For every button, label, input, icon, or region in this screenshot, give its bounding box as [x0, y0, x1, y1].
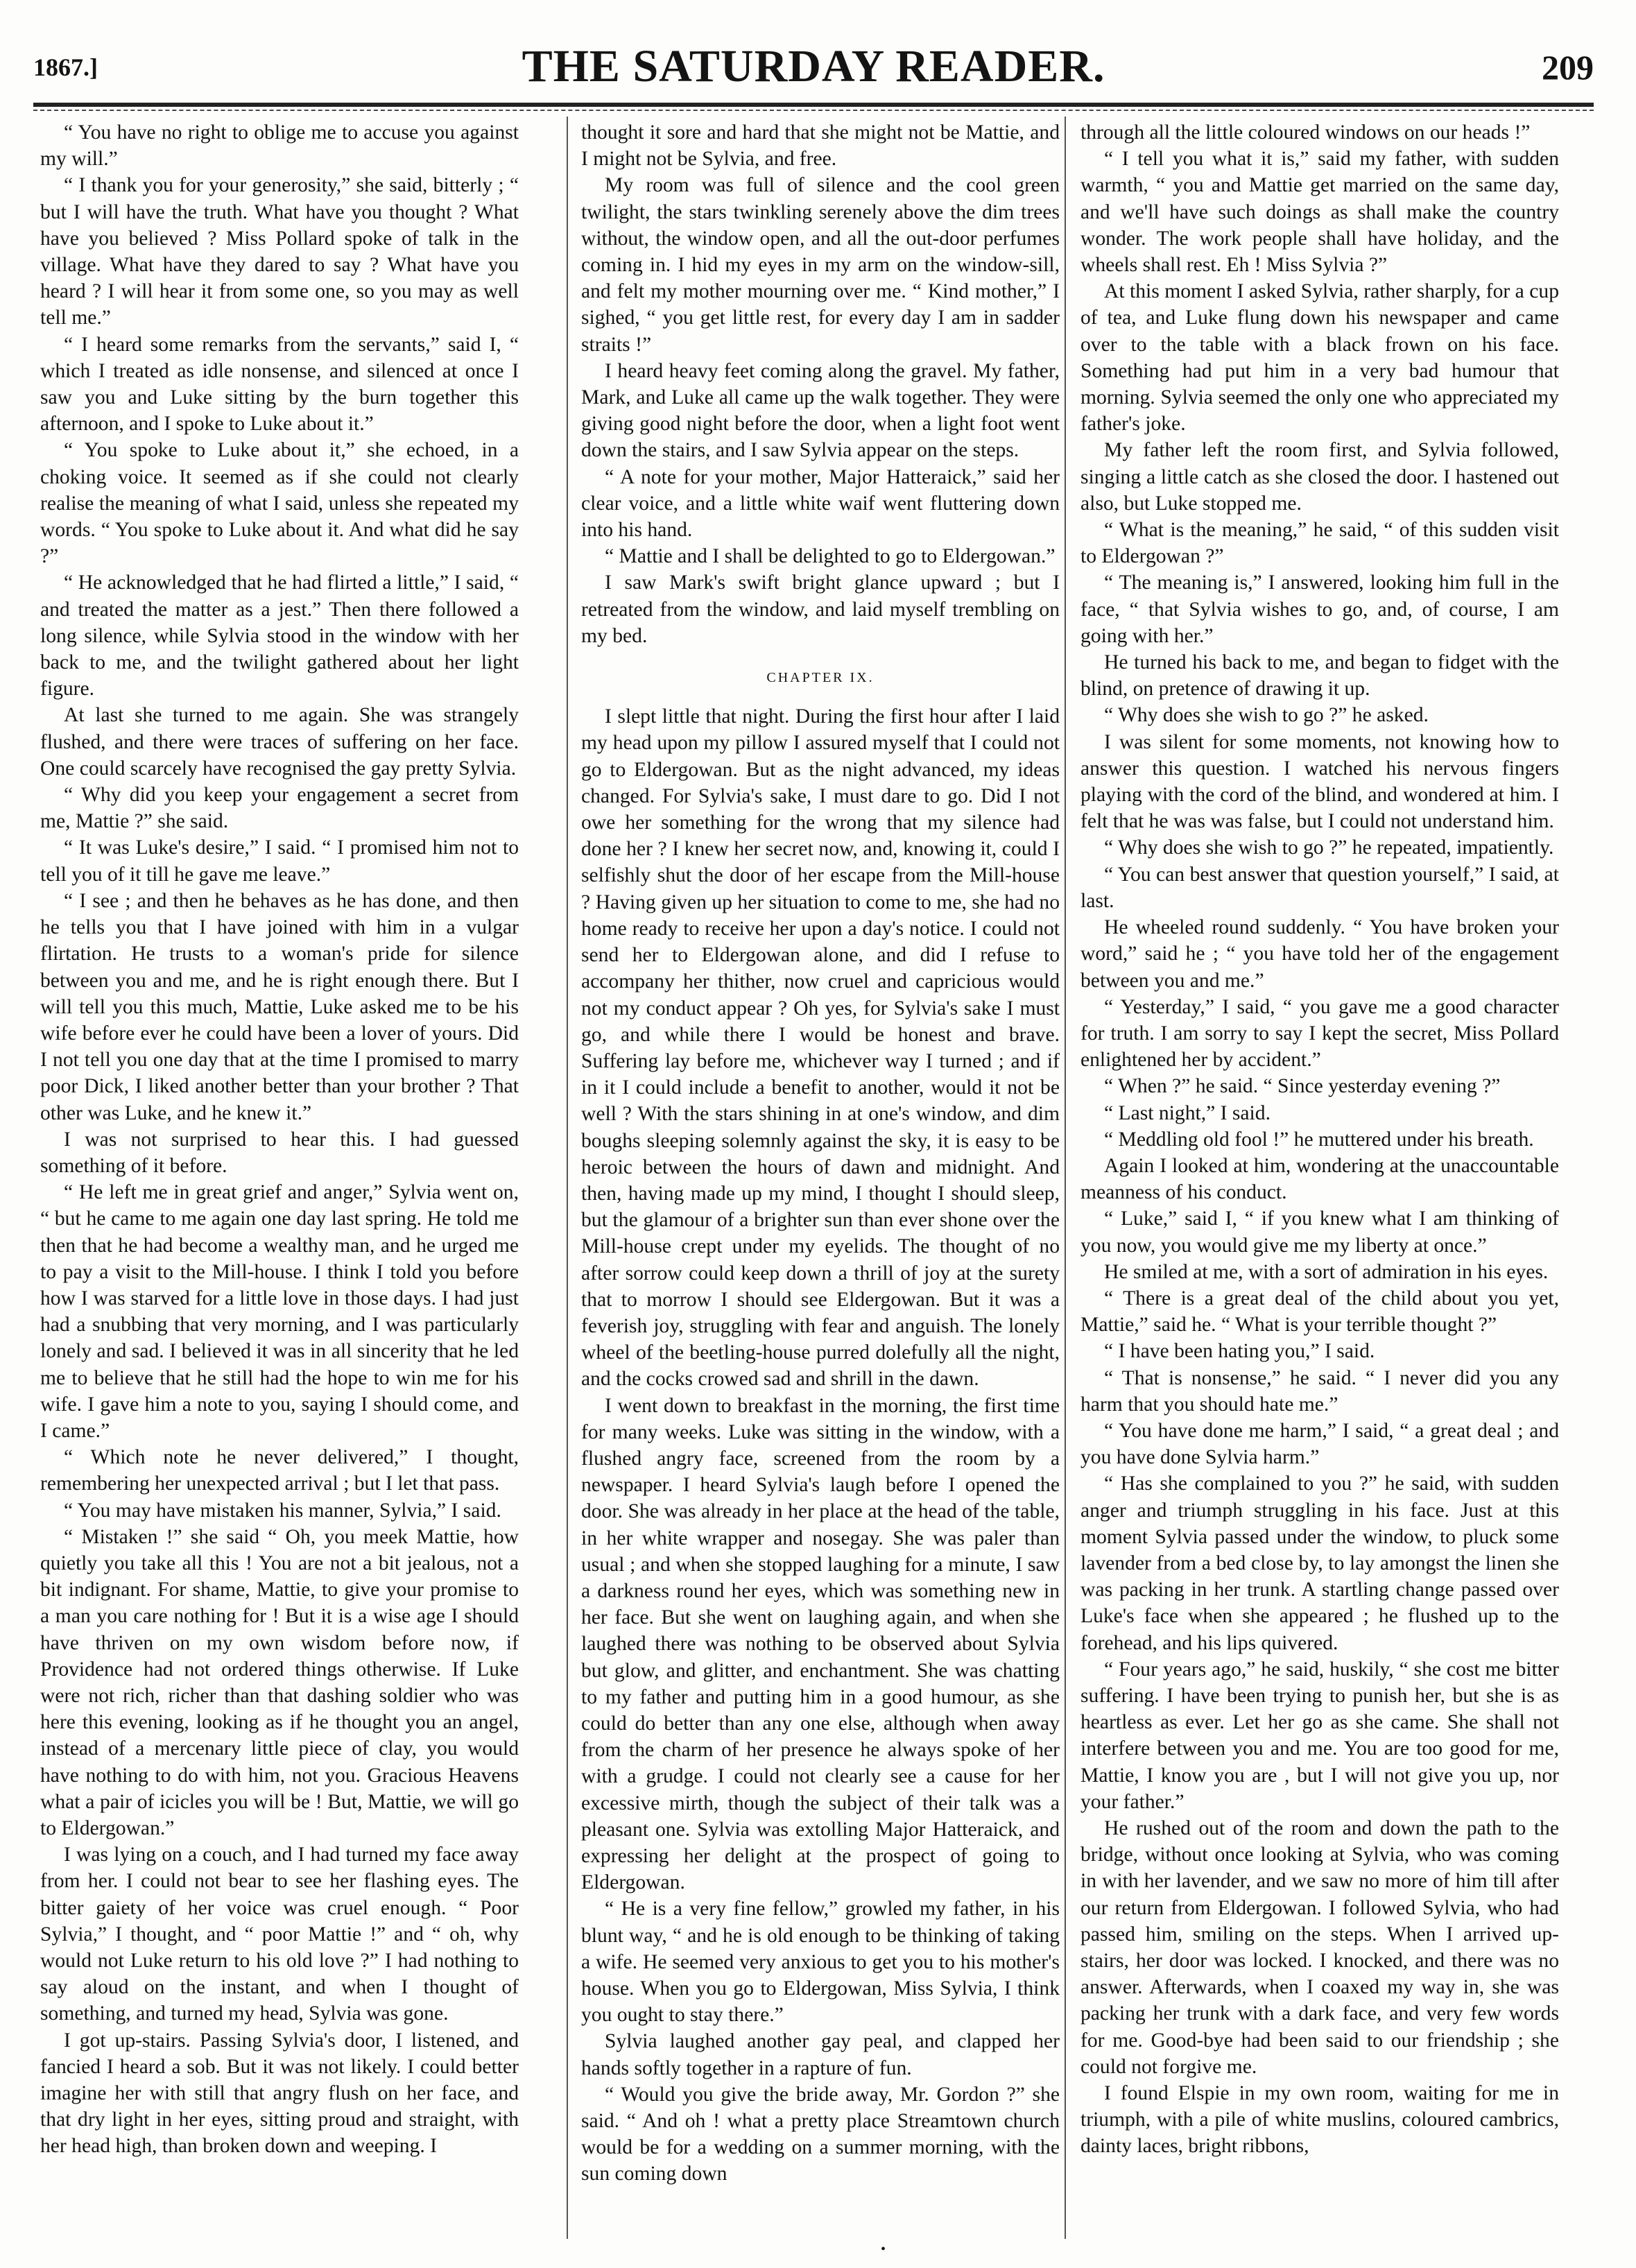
paragraph: “ Four years ago,” he said, huskily, “ she cost me bitter suffering. I have been trying to punish her, but she is as heartless as ever. Let her go as she came. She shall not interfere between you and me. You are too good for me, Mattie, I know you are , but I will not give you up, nor your father.” — [1080, 1658, 1559, 1813]
paragraph: “ There is a great deal of the child about you yet, Mattie,” said he. “ What is your terrible thought ?” — [1080, 1287, 1559, 1337]
paragraph: “ You have done me harm,” I said, “ a great deal ; and you have done Sylvia harm.” — [1080, 1419, 1559, 1469]
header-dashed-rule — [33, 110, 1594, 111]
paragraph: “ When ?” he said. “ Since yesterday evening ?” — [1104, 1075, 1501, 1098]
paragraph: “ I see ; and then he behaves as he has done, and then he tells you that I have joined with him in a vulgar flirtation. He trusts to a woman's pride for silence between you and me, and he is right enough there. But I will tell you this much, Mattie, Luke asked me to be his wife before ever he could have been a lover of yours. Did I not tell you one day that at the time I promised to marry poor Dick, I liked another better than your brother ? That other was Luke, and he knew it.” — [40, 889, 519, 1124]
paragraph: He turned his back to me, and began to fidget with the blind, on pretence of drawing it up. — [1080, 651, 1559, 701]
column-separator — [1065, 117, 1066, 2239]
paragraph: “ Meddling old fool !” he muttered under his breath. — [1104, 1128, 1534, 1151]
paragraph: “ He is a very fine fellow,” growled my father, in his blunt way, “ and he is old enough to be thinking of taking a wife. He seemed very anxious to get you to his mother's house. When you go to Eldergowan, Miss Sylvia, I think you ought to stay there.” — [581, 1898, 1060, 2027]
page-number: 209 — [1542, 48, 1594, 87]
paragraph: I was silent for some moments, not knowing how to answer this question. I watched his nervous fingers playing with the cord of the blind, and wondered at him. I felt that he was was false, but I could not understand him. — [1080, 730, 1559, 833]
paragraph: “ Yesterday,” I said, “ you gave me a good character for truth. I am sorry to say I kept the secret, Miss Pollard enlightened her by accident.” — [1080, 995, 1559, 1072]
paragraph: “ That is nonsense,” he said. “ I never did you any harm that you should hate me.” — [1080, 1366, 1559, 1416]
paragraph: He rushed out of the room and down the path to the bridge, without once looking at Sylvia, who was coming in with her lavender, and we saw no more of him till after our return from Eldergowan. I followed Sylvia, who had passed him, smiling on the steps. When I arrived up-stairs, her door was locked. I knocked, and there was no answer. Afterwards, when I coaxed my way in, she was packing her trunk with a dark face, and very few words for me. Good-bye had been said to our friendship ; she could not forgive me. — [1080, 1817, 1559, 2078]
paragraph: “ You spoke to Luke about it,” she echoed, in a choking voice. It seemed as if she could not clearly realise the meaning of what I said, unless she repeated my words. “ You spoke to Luke about it. And what did he say ?” — [40, 439, 519, 568]
paragraph: “ Would you give the bride away, Mr. Gordon ?” she said. “ And oh ! what a pretty place Streamtown church would be for a wedding on a summer morning, with the sun coming down — [581, 2083, 1060, 2185]
paragraph: “ He acknowledged that he had flirted a little,” I said, “ and treated the matter as a jest.” Then there followed a long silence, while Sylvia stood in the window with her back to me, and the twilight gathered about her light figure. — [40, 572, 519, 701]
paragraph: At last she turned to me again. She was strangely flushed, and there were traces of suffering on her face. One could scarcely have recognised the gay pretty Sylvia. — [40, 704, 519, 780]
paragraph: Sylvia laughed another gay peal, and clapped her hands softly together in a rapture of fun. — [581, 2030, 1060, 2079]
paragraph: I was lying on a couch, and I had turned my face away from her. I could not bear to see her flashing eyes. The bitter gaiety of her voice was cruel enough. “ Poor Sylvia,” I thought, and “ poor Mattie !” and “ oh, why would not Luke return to his old love ?” I had nothing to say aloud on the instant, and when I thought of something, and turned my head, Sylvia was gone. — [40, 1844, 519, 2025]
paragraph: Again I looked at him, wondering at the unaccountable meanness of his conduct. — [1080, 1154, 1559, 1204]
paragraph: He wheeled round suddenly. “ You have broken your word,” said he ; “ you have told her of the engagement between you and me.” — [1080, 916, 1559, 992]
paragraph: I went down to breakfast in the morning, the first time for many weeks. Luke was sitting in the window, with a flushed angry face, screened from the room by a newspaper. I heard Sylvia's laugh before I opened the door. She was already in her place at the head of the table, in her white wrapper and nosegay. She was paler than usual ; and when she stopped laughing for a minute, I saw a darkness round her eyes, which was something new in her face. But she went on laughing again, and when she laughed there was nothing to be observed about Sylvia but glow, and glitter, and enchantment. She was chatting to my father and putting him in a good humour, as she could do better than any one else, although when away from the charm of her presence he always spoke of her with a grudge. I could not clearly see a cause for her excessive mirth, though the subject of their talk was a pleasant one. Sylvia was extolling Major Hatteraick, and expressing her delight at the prospect of going to Eldergowan. — [581, 1394, 1060, 1894]
paragraph: I found Elspie in my own room, waiting for me in triumph, with a pile of white muslins, coloured cambrics, dainty laces, bright ribbons, — [1080, 2082, 1559, 2158]
paragraph: “ Has she complained to you ?” he said, with sudden anger and triumph struggling in his face. Just at this moment Sylvia passed under the window, to pluck some lavender from a bed close by, to lay amongst the linen she was packing in her trunk. A startling change passed over Luke's face when she appeared ; he flushed up to the forehead, and his lips quivered. — [1080, 1472, 1559, 1654]
paragraph: “ I heard some remarks from the servants,” said I, “ which I treated as idle nonsense, and silenced at once I saw you and Luke sitting by the burn together this afternoon, and I spoke to Luke about it.” — [40, 333, 519, 436]
paragraph: “ You may have mistaken his manner, Sylvia,” I said. — [64, 1499, 501, 1522]
paragraph: He smiled at me, with a sort of admiration in his eyes. — [1104, 1260, 1549, 1283]
paragraph: At this moment I asked Sylvia, rather sharply, for a cup of tea, and Luke flung down his newspaper and came over to the table with a black frown on his face. Something had put him in a very bad humour that morning. Sylvia seemed the only one who appreciated my father's joke. — [1080, 280, 1559, 436]
paragraph: “ Last night,” I said. — [1104, 1101, 1271, 1124]
text-column-3 — [1080, 119, 1559, 2235]
paragraph: My room was full of silence and the cool green twilight, the stars twinkling serenely above the dim trees without, the window open, and all the out-door perfumes coming in. I hid my eyes in my arm on the window-sill, and felt my mother mourning over me. “ Kind mother,” I sighed, “ you get little rest, for every day I am in sadder straits !” — [581, 174, 1060, 356]
column-separator — [567, 117, 568, 2239]
page-footer-mark: • — [881, 2242, 886, 2257]
paragraph: thought it sore and hard that she might not be Mattie, and I might not be Sylvia, and free. — [581, 121, 1060, 171]
paragraph: “ Why does she wish to go ?” he repeated, impatiently. — [1104, 836, 1554, 859]
header-rule — [33, 103, 1594, 107]
paragraph: “ Mistaken !” she said “ Oh, you meek Mattie, how quietly you take all this ! You are not a bit jealous, not a bit indignant. For shame, Mattie, to give your promise to a man you care nothing for ! But it is a wise age I should have thriven on my own wisdom before now, if Providence had not ordered things otherwise. If Luke were not rich, richer than that dashing soldier who was here this evening, looking as if he thought you an angel, instead of a mercenary little piece of clay, you would have nothing to do with him, not you. Gracious Heavens what a pair of icicles you will be ! But, Mattie, we will go to Eldergowan.” — [40, 1525, 519, 1839]
paragraph: My father left the room first, and Sylvia followed, singing a little catch as she closed the door. I hastened out also, but Luke stopped me. — [1080, 439, 1559, 515]
paragraph: “ Why did you keep your engagement a secret from me, Mattie ?” she said. — [40, 784, 519, 833]
paragraph: “ Why does she wish to go ?” he asked. — [1104, 704, 1429, 727]
page-header — [33, 40, 1594, 110]
paragraph: “ Mattie and I shall be delighted to go to Eldergowan.” — [605, 545, 1056, 568]
paragraph: I heard heavy feet coming along the gravel. My father, Mark, and Luke all came up the walk together. They were giving good night before the door, when a light foot went down the stairs, and I saw Sylvia appear on the steps. — [581, 359, 1060, 462]
header-year: 1867.] — [33, 53, 98, 81]
paragraph: “ I have been hating you,” I said. — [1104, 1340, 1375, 1363]
paragraph: I saw Mark's swift bright glance upward ; but I retreated from the window, and laid myself trembling on my bed. — [581, 572, 1060, 647]
paragraph: “ You have no right to oblige me to accuse you against my will.” — [40, 121, 519, 171]
paragraph: “ He left me in great grief and anger,” Sylvia went on, “ but he came to me again one day last spring. He told me then that he had become a wealthy man, and he urged me to pay a visit to the Mill-house. I think I told you before how I was starved for a little love in those days. I had just had a snubbing that very morning, and I was particularly lonely and sad. I believed it was in all sincerity that he led me to believe that he still had the hope to win me for his wife. I gave him a note to you, saying I should come, and I came.” — [40, 1181, 519, 1442]
paragraph: I slept little that night. During the first hour after I laid my head upon my pillow I assured myself that I could not go to Eldergowan. But as the night advanced, my ideas changed. For Sylvia's sake, I must dare to go. Did I not owe her something for the wrong that my silence had done her ? I knew her secret now, and, knowing it, could I selfishly shut the door of her escape from the Mill-house ? Having given up her situation to come to me, she had no home ready to receive her upon a day's notice. I could not send her to Eldergowan alone, and did I refuse to accompany her thither, now cruel and capricious would not my conduct appear ? Oh yes, for Sylvia's sake I must go, and while there I would be honest and brave. Suffering lay before me, whichever way I turned ; and if in it I could include a benefit to another, would it not be well ? With the stars shining in at one's window, and dim boughs sleeping solemnly against the sky, it is easy to be heroic between the hours of dawn and midnight. And then, having made up my mind, I thought I should sleep, but the glamour of a brighter sun than ever shone over the Mill-house crept under my eyelids. The thought of no after sorrow could keep down a thrill of joy at the surety that to morrow I should see Eldergowan. But it was a feverish joy, struggling with fear and anguish. The lonely wheel of the beetling-house purred dolefully all the night, and the cocks crowed sad and shrill in the dawn. — [581, 705, 1060, 1391]
paragraph: “ It was Luke's desire,” I said. “ I promised him not to tell you of it till he gave me leave.” — [40, 836, 519, 886]
paragraph: I was not surprised to hear this. I had guessed something of it before. — [40, 1128, 519, 1177]
paragraph: “ What is the meaning,” he said, “ of this sudden visit to Eldergowan ?” — [1080, 519, 1559, 568]
paragraph: “ You can best answer that question yourself,” I said, at last. — [1080, 863, 1559, 912]
publication-title: THE SATURDAY READER. — [522, 41, 1105, 92]
paragraph: “ Which note he never delivered,” I thought, remembering her unexpected arrival ; but I let that pass. — [40, 1446, 519, 1495]
paragraph: through all the little coloured windows on our heads !” — [1080, 121, 1531, 144]
chapter-heading: CHAPTER IX. — [766, 670, 875, 686]
paragraph: “ The meaning is,” I answered, looking him full in the face, “ that Sylvia wishes to go, and, of course, I am going with her.” — [1080, 572, 1559, 647]
paragraph: “ A note for your mother, Major Hatteraick,” said her clear voice, and a little white waif went fluttering down into his hand. — [581, 465, 1060, 542]
text-column-1 — [40, 119, 519, 2235]
paragraph: “ Luke,” said I, “ if you knew what I am thinking of you now, you would give me my liberty at once.” — [1080, 1208, 1559, 1257]
paragraph: “ I thank you for your generosity,” she said, bitterly ; “ but I will have the truth. What have you thought ? What have you believed ? Miss Pollard spoke of talk in the village. What have they dared to say ? What have you heard ? I will hear it from some one, so you may as well tell me.” — [40, 174, 519, 329]
text-column-2 — [581, 119, 1060, 2235]
paragraph: “ I tell you what it is,” said my father, with sudden warmth, “ you and Mattie get married on the same day, and we'll have such doings as shall make the country wonder. The work people shall have holiday, and the wheels shall rest. Eh ! Miss Sylvia ?” — [1080, 148, 1559, 277]
paragraph: I got up-stairs. Passing Sylvia's door, I listened, and fancied I heard a sob. But it was not likely. I could better imagine her with still that angry flush on her face, and that dry light in her eyes, sitting proud and straight, with her head high, than broken down and weeping. I — [40, 2029, 519, 2158]
